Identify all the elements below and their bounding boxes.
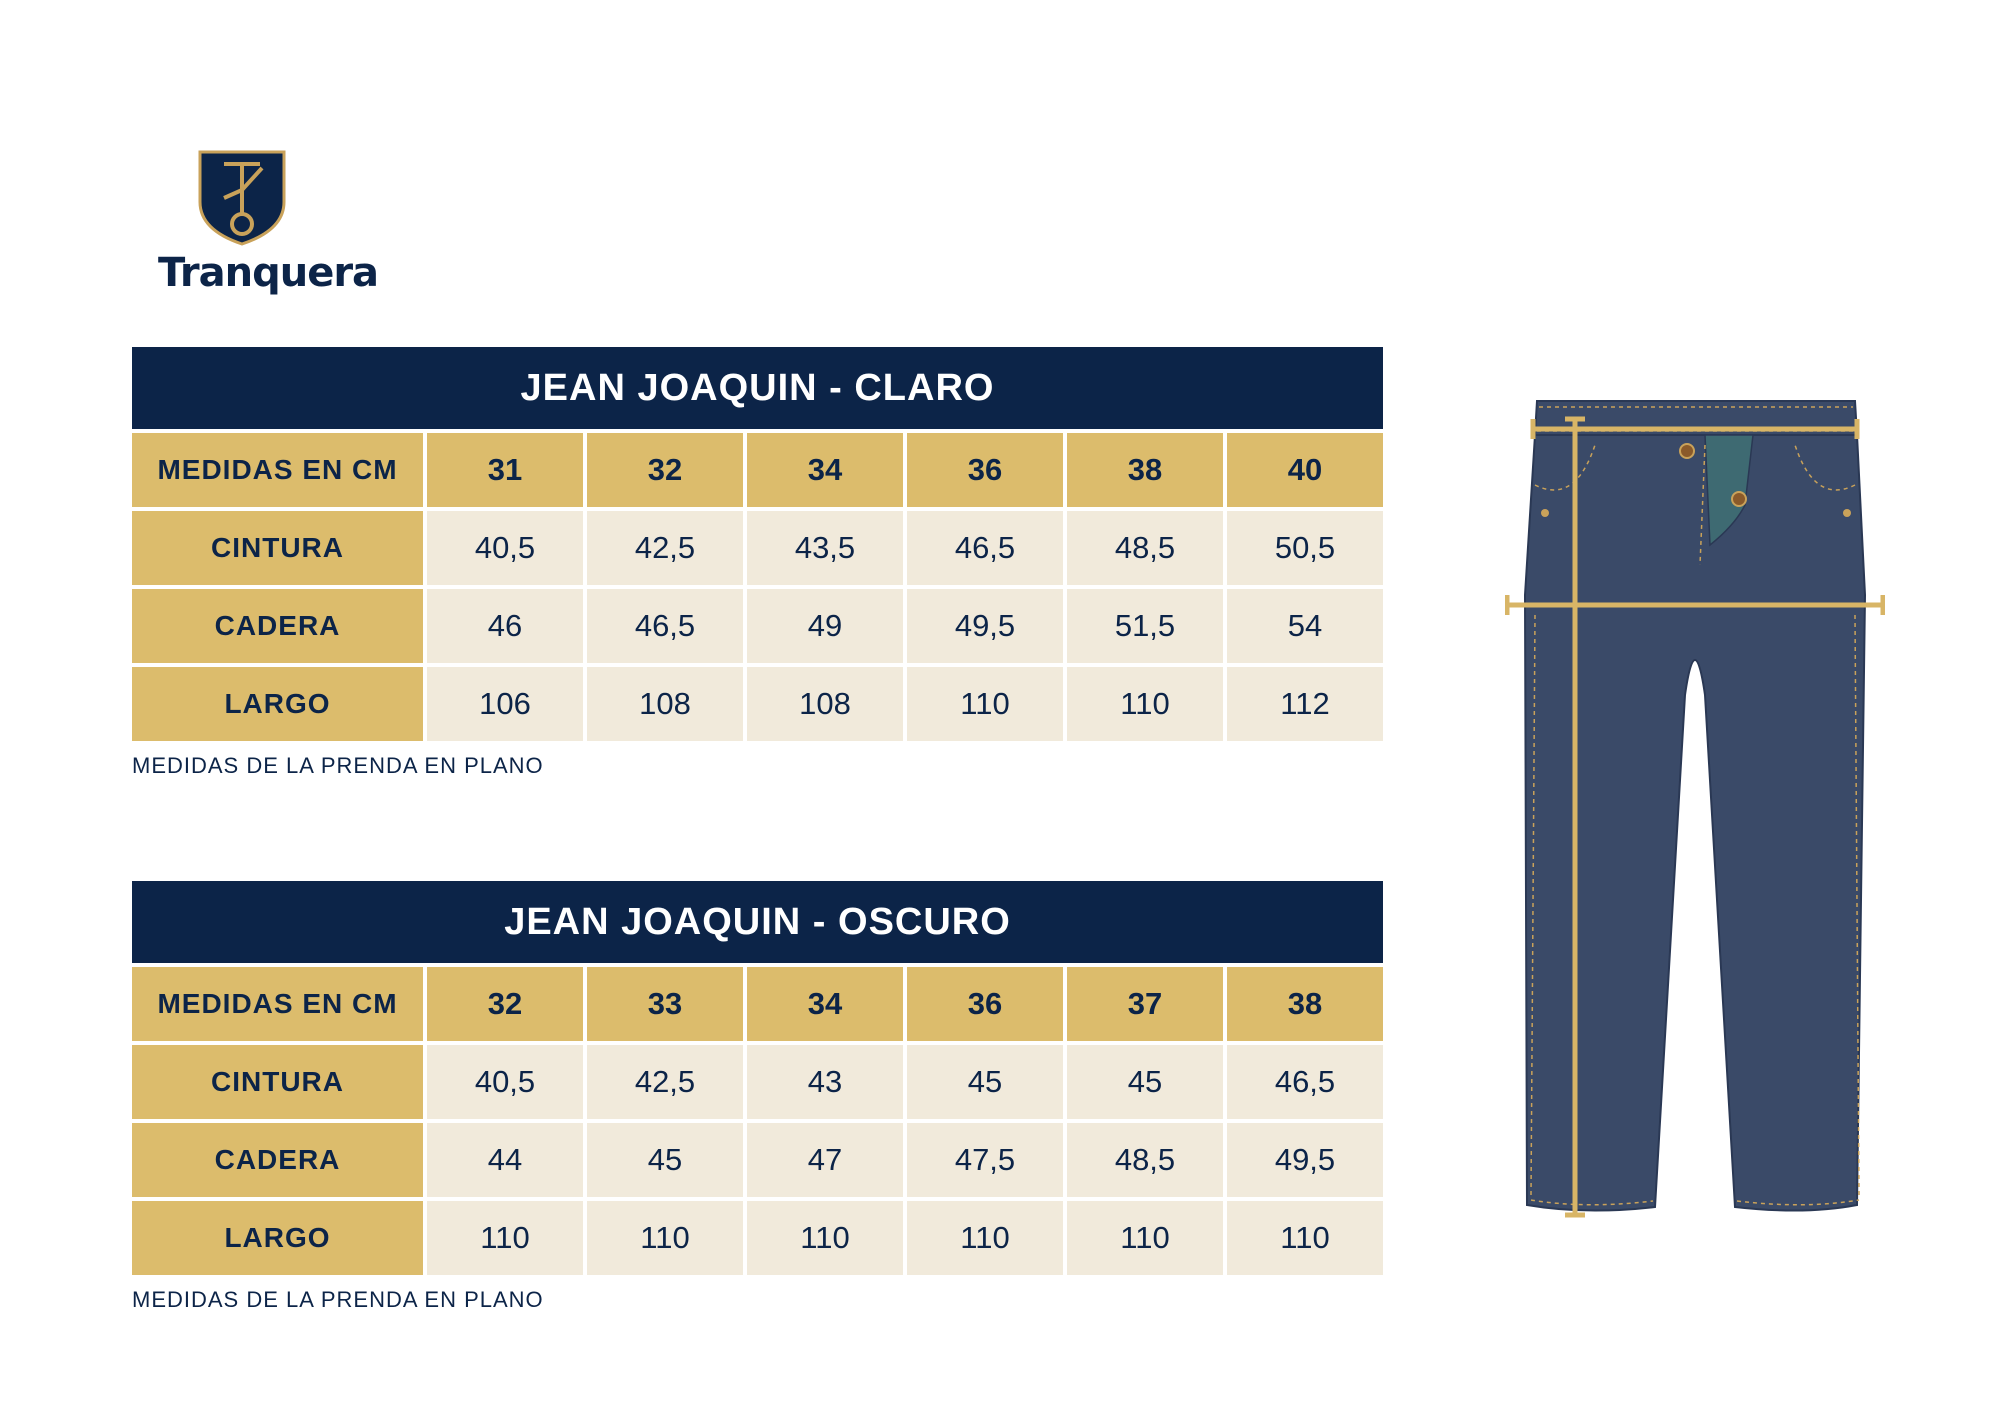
measure-cell: 47,5 xyxy=(907,1123,1063,1197)
jeans-measurement-icon xyxy=(1505,395,1885,1225)
measure-cell: 45 xyxy=(587,1123,743,1197)
row-label-largo: LARGO xyxy=(132,1201,423,1275)
size-header: 34 xyxy=(747,967,903,1041)
measure-cell: 51,5 xyxy=(1067,589,1223,663)
measure-cell: 46,5 xyxy=(907,511,1063,585)
measure-cell: 110 xyxy=(427,1201,583,1275)
measure-cell: 110 xyxy=(1067,1201,1223,1275)
measure-cell: 40,5 xyxy=(427,1045,583,1119)
size-header: 34 xyxy=(747,433,903,507)
measure-cell: 50,5 xyxy=(1227,511,1383,585)
size-header: 32 xyxy=(587,433,743,507)
size-table-oscuro xyxy=(132,881,1383,1313)
size-header: 38 xyxy=(1067,433,1223,507)
measure-cell: 110 xyxy=(1227,1201,1383,1275)
measure-cell: 108 xyxy=(587,667,743,741)
measure-cell: 110 xyxy=(907,667,1063,741)
size-header: 37 xyxy=(1067,967,1223,1041)
measure-cell: 42,5 xyxy=(587,511,743,585)
measure-cell: 110 xyxy=(907,1201,1063,1275)
header-label: MEDIDAS EN CM xyxy=(132,433,423,507)
size-header: 38 xyxy=(1227,967,1383,1041)
size-header: 36 xyxy=(907,967,1063,1041)
measure-cell: 106 xyxy=(427,667,583,741)
shield-icon xyxy=(194,146,290,246)
measure-cell: 47 xyxy=(747,1123,903,1197)
table-note: MEDIDAS DE LA PRENDA EN PLANO xyxy=(132,1287,544,1312)
measure-cell: 45 xyxy=(1067,1045,1223,1119)
measure-cell: 49 xyxy=(747,589,903,663)
header-label: MEDIDAS EN CM xyxy=(132,967,423,1041)
measure-cell: 46,5 xyxy=(1227,1045,1383,1119)
measure-cell: 49,5 xyxy=(907,589,1063,663)
measure-cell: 44 xyxy=(427,1123,583,1197)
measure-cell: 48,5 xyxy=(1067,511,1223,585)
measure-cell: 54 xyxy=(1227,589,1383,663)
brand-logo xyxy=(150,138,379,308)
size-grid xyxy=(132,433,1383,741)
measure-cell: 46,5 xyxy=(587,589,743,663)
row-label-cintura: CINTURA xyxy=(132,1045,423,1119)
row-label-cadera: CADERA xyxy=(132,589,423,663)
size-header: 31 xyxy=(427,433,583,507)
row-label-cadera: CADERA xyxy=(132,1123,423,1197)
row-label-cintura: CINTURA xyxy=(132,511,423,585)
measure-cell: 43 xyxy=(747,1045,903,1119)
table-title: JEAN JOAQUIN - CLARO xyxy=(132,347,1383,429)
measure-cell: 45 xyxy=(907,1045,1063,1119)
measure-cell: 42,5 xyxy=(587,1045,743,1119)
size-header: 36 xyxy=(907,433,1063,507)
measure-cell: 43,5 xyxy=(747,511,903,585)
size-header: 33 xyxy=(587,967,743,1041)
measure-cell: 40,5 xyxy=(427,511,583,585)
measure-cell: 46 xyxy=(427,589,583,663)
size-table-claro xyxy=(132,347,1383,779)
size-header: 40 xyxy=(1227,433,1383,507)
measure-cell: 110 xyxy=(747,1201,903,1275)
size-grid xyxy=(132,967,1383,1275)
brand-name: Tranquera xyxy=(158,250,379,296)
measure-cell: 110 xyxy=(1067,667,1223,741)
measure-cell: 48,5 xyxy=(1067,1123,1223,1197)
measure-cell: 108 xyxy=(747,667,903,741)
size-header: 32 xyxy=(427,967,583,1041)
table-title: JEAN JOAQUIN - OSCURO xyxy=(132,881,1383,963)
measure-cell: 110 xyxy=(587,1201,743,1275)
measure-cell: 49,5 xyxy=(1227,1123,1383,1197)
measure-cell: 112 xyxy=(1227,667,1383,741)
row-label-largo: LARGO xyxy=(132,667,423,741)
table-note: MEDIDAS DE LA PRENDA EN PLANO xyxy=(132,753,544,778)
